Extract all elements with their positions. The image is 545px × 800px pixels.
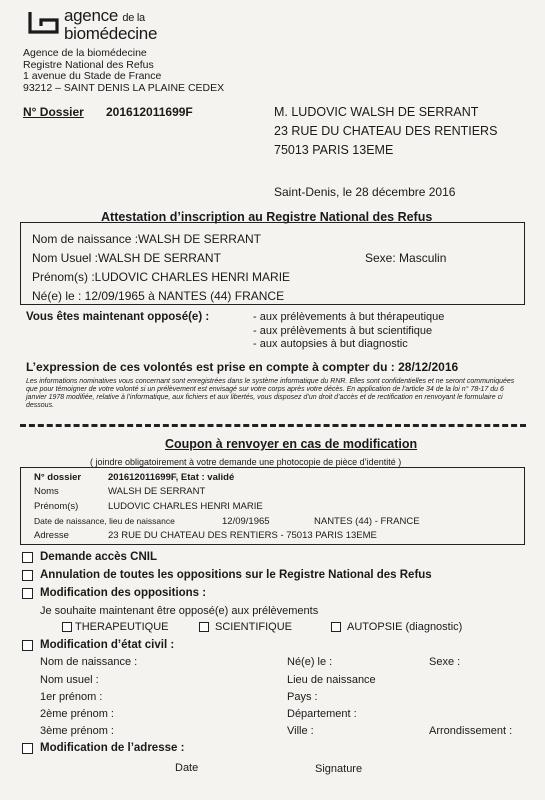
attestation-title: Attestation d’inscription au Registre National des Refus (101, 210, 433, 224)
autopsie-label: AUTOPSIE (diagnostic) (347, 621, 463, 633)
etat-civil-lieu-naissance: Lieu de naissance (287, 674, 376, 686)
logo-name-de-la: de la (122, 12, 145, 24)
modification-oppositions-label: Modification des oppositions : (40, 587, 207, 599)
modification-etat-civil-checkbox[interactable] (22, 640, 33, 651)
annulation-label: Annulation de toutes les oppositions sur le Registre National des Refus (40, 569, 432, 581)
footer-date: Date (175, 762, 199, 774)
recipient-address (274, 103, 497, 160)
coupon-adresse-label: Adresse (34, 530, 69, 541)
etat-civil-ville: Ville : (287, 725, 314, 737)
sender-address (23, 48, 224, 94)
modification-etat-civil-label: Modification d’état civil : (40, 639, 175, 651)
coupon-noms-label: Noms (34, 486, 59, 497)
coupon-noms-value: WALSH DE SERRANT (108, 486, 206, 497)
etat-civil-premier-prenom: 1er prénom : (40, 691, 103, 703)
cnil-label: Demande accès CNIL (40, 551, 157, 563)
cut-line (20, 424, 526, 427)
coupon-prenoms-value: LUDOVIC CHARLES HENRI MARIE (108, 501, 263, 512)
sender-line: 1 avenue du Stade de France (23, 70, 162, 82)
souhaite-text: Je souhaite maintenant être opposé(e) aux prélèvements (40, 605, 319, 617)
scientifique-checkbox[interactable] (199, 622, 209, 632)
dossier-value: 201612011699F (106, 105, 193, 119)
opposition-item: - aux prélèvements à but thérapeutique (253, 311, 445, 323)
footer-signature: Signature (315, 763, 363, 775)
therapeutique-checkbox[interactable] (62, 622, 72, 632)
attestation-nom-naissance: Nom de naissance :WALSH DE SERRANT (32, 232, 261, 246)
etat-civil-troisieme-prenom: 3ème prénom : (40, 725, 114, 737)
expression-date: L’expression de ces volontés est prise en compte à compter du : 28/12/2016 (26, 360, 459, 374)
etat-civil-departement: Département : (287, 708, 357, 720)
cnil-checkbox[interactable] (22, 552, 33, 563)
recipient-street: 23 RUE DU CHATEAU DES RENTIERS (274, 124, 498, 138)
modification-adresse-label: Modification de l’adresse : (40, 742, 185, 754)
opposition-list (253, 311, 444, 352)
modification-oppositions-checkbox[interactable] (22, 588, 33, 599)
coupon-dossier-label: N° dossier (34, 472, 82, 483)
attestation-ne-le: Né(e) le : 12/09/1965 à NANTES (44) FRANCE (32, 289, 285, 303)
logo-name-line1: agence (64, 6, 118, 25)
etat-civil-sexe: Sexe : (429, 656, 461, 668)
opposition-label: Vous êtes maintenant opposé(e) : (26, 311, 210, 323)
coupon-dossier-value: 201612011699F, Etat : validé (108, 472, 235, 483)
coupon-lieu-value: NANTES (44) - FRANCE (314, 516, 420, 527)
logo-name-line2: biomédecine (64, 24, 158, 43)
coupon-adresse-value: 23 RUE DU CHATEAU DES RENTIERS - 75013 PARIS 13EME (108, 530, 377, 541)
opposition-item: - aux autopsies à but diagnostic (253, 338, 408, 350)
legal-smallprint: Les informations nominatives vous concernant sont enregistrées dans le système informatique du RNR. Elles sont confidentielles et ne seront communiquées que pour témoigner de votre volonté si un prélèvement est envisagé sur votre corps après votre décès. En application de l’article 34 de la loi n° 78-17 du 6 janvier 1978 modifiée, relative à l’informatique, aux fichiers et aux libertés, vous disposez d’un droit d’accès et de rectification en renvoyant le formulaire ci dessous. (26, 378, 515, 409)
opposition-item: - aux prélèvements à but scientifique (253, 324, 433, 337)
coupon-date-value: 12/09/1965 (222, 516, 270, 527)
annulation-checkbox[interactable] (22, 570, 33, 581)
attestation-nom-usuel: Nom Usuel :WALSH DE SERRANT (32, 251, 221, 265)
logo-text (64, 8, 157, 41)
etat-civil-deuxieme-prenom: 2ème prénom : (40, 708, 114, 720)
autopsie-checkbox[interactable] (331, 622, 341, 632)
coupon-title: Coupon à renvoyer en cas de modification (165, 437, 418, 451)
recipient-name: M. LUDOVIC WALSH DE SERRANT (274, 105, 479, 119)
modification-adresse-checkbox[interactable] (22, 743, 33, 754)
dateline: Saint-Denis, le 28 décembre 2016 (274, 185, 456, 199)
etat-civil-arrondissement: Arrondissement : (429, 725, 513, 737)
coupon-prenoms-label: Prénom(s) (34, 501, 79, 512)
attestation-prenoms: Prénom(s) :LUDOVIC CHARLES HENRI MARIE (32, 270, 291, 284)
sender-line: 93212 – SAINT DENIS LA PLAINE CEDEX (23, 81, 225, 94)
dossier-label: N° Dossier (23, 105, 84, 119)
scientifique-label: SCIENTIFIQUE (215, 621, 293, 633)
agence-logo-icon (27, 10, 60, 34)
etat-civil-nom-usuel: Nom usuel : (40, 674, 99, 686)
etat-civil-ne-le: Né(e) le : (287, 656, 333, 668)
sender-line: Agence de la biomédecine (23, 47, 147, 59)
sender-line: Registre National des Refus (23, 58, 154, 71)
coupon-date-label: Date de naissance, lieu de naissance (34, 516, 175, 526)
attestation-sexe: Sexe: Masculin (365, 251, 447, 265)
etat-civil-pays: Pays : (287, 691, 318, 703)
coupon-note: ( joindre obligatoirement à votre demande une photocopie de pièce d’identité ) (90, 457, 402, 467)
recipient-city: 75013 PARIS 13EME (274, 143, 394, 157)
etat-civil-nom-naissance: Nom de naissance : (40, 656, 138, 668)
therapeutique-label: THERAPEUTIQUE (75, 621, 169, 633)
